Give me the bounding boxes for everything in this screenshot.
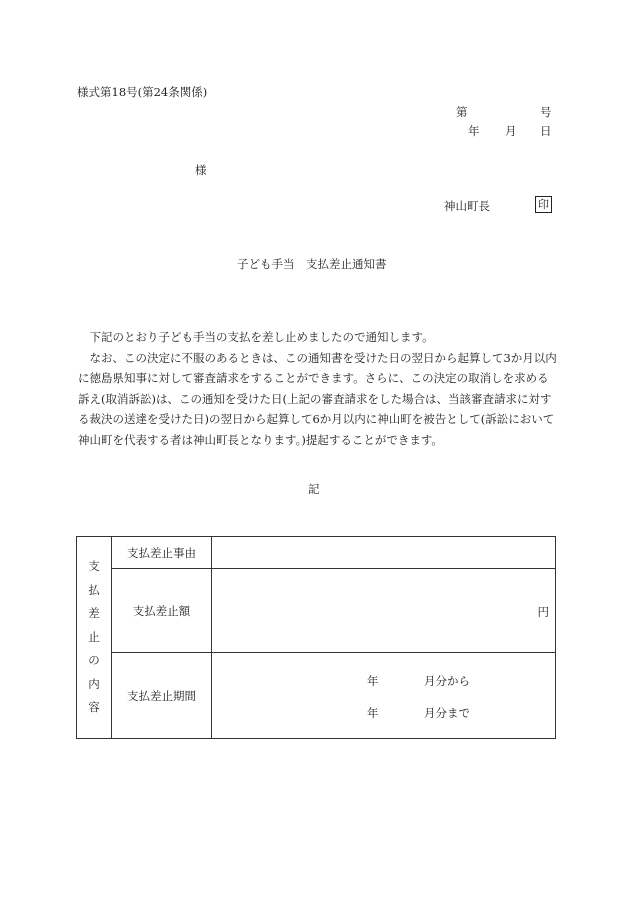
notice-body: [78, 327, 558, 450]
document-number: [456, 104, 552, 120]
date-month: 月: [505, 124, 517, 138]
suspension-details-table: [76, 536, 556, 739]
form-number: 様式第18号(第24条関係): [77, 85, 208, 99]
date-day: 日: [540, 124, 552, 138]
document-number-prefix: 第: [456, 105, 468, 119]
addressee-honorific: 様: [195, 163, 207, 177]
section-label-vertical: 支 払 差 止 の 内 容: [77, 537, 112, 739]
issuer-name: 神山町長: [444, 199, 490, 213]
date-year: 年: [468, 124, 480, 138]
amount-label: 支払差止額: [112, 569, 212, 653]
notice-paragraph-1: 下記のとおり子ども手当の支払を差し止めましたので通知します。: [89, 330, 434, 344]
reason-value: [212, 537, 556, 569]
document-number-suffix: 号: [540, 105, 552, 119]
period-value: 年 月分から 年 月分まで: [212, 653, 556, 739]
amount-value: [212, 569, 556, 653]
reason-label: 支払差止事由: [112, 537, 212, 569]
amount-unit: 円: [537, 605, 549, 619]
ki-heading: 記: [308, 482, 320, 496]
period-label: 支払差止期間: [112, 653, 212, 739]
notice-paragraph-2: なお、この決定に不服のあるときは、この通知書を受けた日の翌日から起算して3か月以内に徳島県知事に対して審査請求をすることができます。さらに、この決定の取消しを求める訴え(取消訴訟)は、この通知を受けた日(上記の審査請求をした場合は、当該審査請求に対する裁決の送達を受けた日)の翌日から起算して6か月以内に神山町を被告として(訴訟において神山町を代表する者は神山町長となります。)提起することができます。: [78, 350, 557, 447]
seal-box: 印: [535, 196, 552, 213]
document-title: 子ども手当 支払差止通知書: [237, 257, 387, 271]
